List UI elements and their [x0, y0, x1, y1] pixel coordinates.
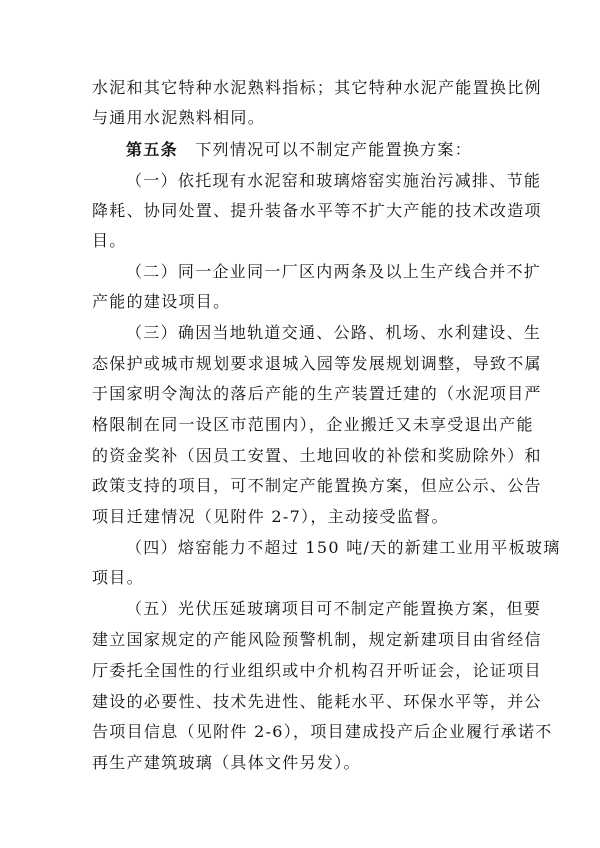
- text-line: 产能的建设项目。: [92, 292, 231, 311]
- text-line: 与通用水泥熟料相同。: [92, 108, 266, 127]
- text-line: （五）光伏压延玻璃项目可不制定产能置换方案，但要: [126, 599, 542, 618]
- text-line: 再生产建筑玻璃（具体文件另发）。: [92, 753, 361, 772]
- text-line: （二）同一企业同一厂区内两条及以上生产线合并不扩: [126, 262, 542, 281]
- text-line: 建立国家规定的产能风险预警机制，规定新建项目由省经信: [92, 630, 542, 649]
- text-line: 政策支持的项目，可不制定产能置换方案，但应公示、公告: [92, 476, 542, 495]
- article-text: 下列情况可以不制定产能置换方案：: [195, 140, 473, 159]
- text-line: （四）熔窑能力不超过 150 吨/天的新建工业用平板玻璃: [126, 538, 561, 557]
- text-line: 建设的必要性、技术先进性、能耗水平、环保水平等，并公: [92, 692, 542, 711]
- text-line: （一）依托现有水泥窑和玻璃熔窑实施治污减排、节能: [126, 171, 542, 190]
- text-line: 降耗、协同处置、提升装备水平等不扩大产能的技术改造项: [92, 201, 542, 220]
- text-line: 的资金奖补（因员工安置、土地回收的补偿和奖励除外）和: [92, 446, 542, 465]
- text-line: 告项目信息（见附件 2-6），项目建成投产后企业履行承诺不: [92, 722, 553, 741]
- text-line: 水泥和其它特种水泥熟料指标；其它特种水泥产能置换比例: [92, 78, 542, 97]
- text-line: 目。: [92, 231, 127, 250]
- text-line: 项目迁建情况（见附件 2-7），主动接受监督。: [92, 507, 449, 526]
- text-line: 态保护或城市规划要求退城入园等发展规划调整，导致不属: [92, 354, 542, 373]
- article-label: 第五条: [126, 140, 178, 159]
- text-line: 格限制在同一设区市范围内），企业搬迁又未享受退出产能: [92, 415, 534, 434]
- text-line: 于国家明令淘汰的落后产能的生产装置迁建的（水泥项目严: [92, 384, 542, 403]
- article-heading: [126, 140, 472, 160]
- text-line: 厅委托全国性的行业组织或中介机构召开听证会，论证项目: [92, 661, 542, 680]
- text-line: 项目。: [92, 568, 144, 587]
- text-line: （三）确因当地轨道交通、公路、机场、水利建设、生: [126, 323, 542, 342]
